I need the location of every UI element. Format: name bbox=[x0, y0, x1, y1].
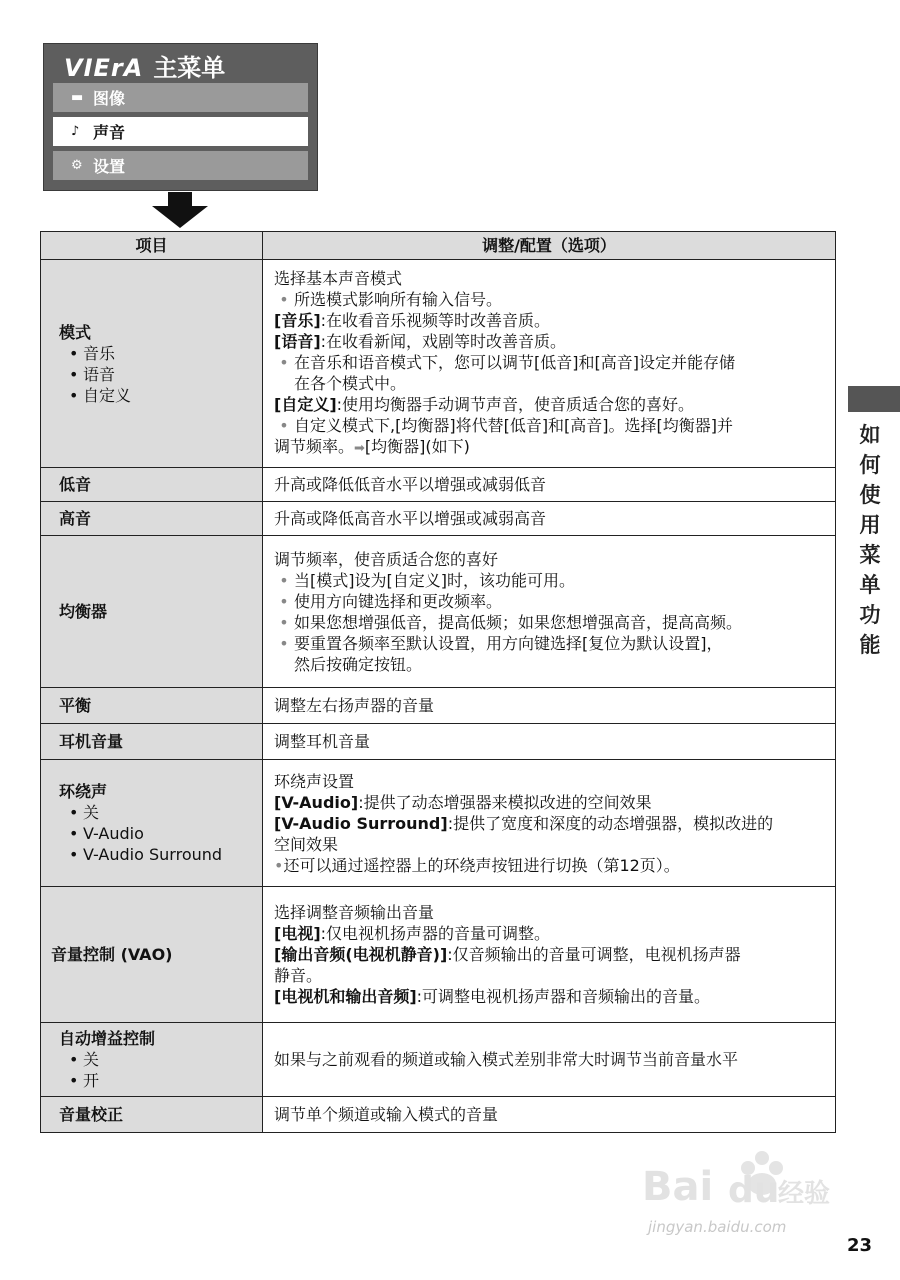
settings-icon: ⚙ bbox=[71, 158, 83, 173]
item-name: 环绕声 bbox=[59, 782, 108, 801]
table-header-row bbox=[41, 232, 836, 260]
page-number: 23 bbox=[847, 1235, 873, 1256]
item-name: 音量控制 (VAO) bbox=[41, 887, 263, 1023]
svg-text:du: du bbox=[728, 1170, 780, 1211]
item-name: 自动增益控制 bbox=[59, 1029, 156, 1048]
item-description: 调节单个频道或输入模式的音量 bbox=[263, 1097, 836, 1133]
image-icon: ▬ bbox=[71, 90, 84, 105]
item-description: 环绕声设置 [V-Audio]:提供了动态增强器来模拟改进的空间效果 [V-Audio Surround]:提供了宽度和深度的动态增强器，模拟改进的 空间效果 •还可以通过遥控器上的环绕声按钮进行切换（第12页）。 bbox=[263, 760, 836, 887]
table-row-agc bbox=[41, 1023, 836, 1097]
table-row-vao bbox=[41, 887, 836, 1023]
item-name: 平衡 bbox=[41, 688, 263, 724]
table-row-surround bbox=[41, 760, 836, 887]
brand-logo: VIErA bbox=[64, 54, 144, 82]
svg-text:经验: 经验 bbox=[778, 1179, 831, 1209]
item-name: 耳机音量 bbox=[41, 724, 263, 760]
item-description: 调整耳机音量 bbox=[263, 724, 836, 760]
table-row-headphone bbox=[41, 724, 836, 760]
menu-title-text: 主菜单 bbox=[153, 54, 226, 82]
item-name: 低音 bbox=[41, 468, 263, 502]
item-description: 升高或降低高音水平以增强或减弱高音 bbox=[263, 502, 836, 536]
svg-text:Bai: Bai bbox=[642, 1164, 714, 1210]
header-item: 项目 bbox=[41, 232, 263, 260]
option-item: • 语音 bbox=[69, 364, 116, 384]
option-item: • 关 bbox=[69, 803, 100, 822]
sound-settings-table bbox=[40, 231, 836, 1133]
item-description: 升高或降低低音水平以增强或减弱低音 bbox=[263, 468, 836, 502]
item-description: 如果与之前观看的频道或输入模式差别非常大时调节当前音量水平 bbox=[263, 1023, 836, 1097]
option-item: • 开 bbox=[69, 1071, 100, 1090]
table-row-mode bbox=[41, 260, 836, 468]
menu-title bbox=[64, 48, 225, 83]
down-arrow-icon bbox=[152, 192, 208, 228]
menu-item-label: 设置 bbox=[93, 157, 126, 176]
arrow-right-icon: ➡ bbox=[354, 441, 365, 456]
header-options: 调整/配置（选项） bbox=[263, 232, 836, 260]
section-tab-label: 如何使用菜单功能 bbox=[859, 423, 881, 657]
option-item: • 自定义 bbox=[69, 385, 132, 405]
watermark-url: jingyan.baidu.com bbox=[648, 1218, 787, 1236]
item-description: 选择基本声音模式 • 所选模式影响所有输入信号。 [音乐]:在收看音乐视频等时改善音质。 [语音]:在收看新闻，戏剧等时改善音质。 • 在音乐和语音模式下，您可以调节[低音]和[高音]设定并能存储 在各个模式中。 [自定义]:使用均衡器手动调节声音，使音质适合您的喜好。 • 自定义模式下,[均衡器]将代替[低音]和[高音]。选择[均衡器]并 调节频率。➡[均衡器](如下) bbox=[263, 260, 836, 468]
menu-item-label: 图像 bbox=[93, 89, 126, 108]
menu-item-image[interactable] bbox=[53, 83, 308, 112]
item-description: 选择调整音频输出音量 [电视]:仅电视机扬声器的音量可调整。 [输出音频(电视机静音)]:仅音频输出的音量可调整，电视机扬声器 静音。 [电视机和输出音频]:可调整电视机扬声器和音频输出的音量。 bbox=[263, 887, 836, 1023]
table-row-bass bbox=[41, 468, 836, 502]
item-name: 音量校正 bbox=[41, 1097, 263, 1133]
option-item: • 音乐 bbox=[69, 343, 116, 363]
menu-item-sound[interactable] bbox=[53, 117, 308, 146]
table-row-volume-correction bbox=[41, 1097, 836, 1133]
menu-item-label: 声音 bbox=[93, 123, 126, 142]
item-name: 模式 bbox=[59, 322, 92, 342]
table-row-equalizer bbox=[41, 536, 836, 688]
main-menu bbox=[43, 43, 318, 191]
option-item: • 关 bbox=[69, 1050, 100, 1069]
item-description: 调整左右扬声器的音量 bbox=[263, 688, 836, 724]
table-row-balance bbox=[41, 688, 836, 724]
option-item: • V-Audio bbox=[69, 824, 144, 843]
option-item: • V-Audio Surround bbox=[69, 845, 223, 864]
menu-item-settings[interactable] bbox=[53, 151, 308, 180]
item-description: 调节频率，使音质适合您的喜好 • 当[模式]设为[自定义]时，该功能可用。 • 使用方向键选择和更改频率。 • 如果您想增强低音，提高低频；如果您想增强高音，提高高频。 • 要重置各频率至默认设置，用方向键选择[复位为默认设置]， 然后按确定按钮。 bbox=[263, 536, 836, 688]
music-note-icon: ♪ bbox=[71, 124, 80, 139]
item-name: 高音 bbox=[41, 502, 263, 536]
item-name: 均衡器 bbox=[41, 536, 263, 688]
section-tab-bar bbox=[848, 386, 900, 412]
table-row-treble bbox=[41, 502, 836, 536]
